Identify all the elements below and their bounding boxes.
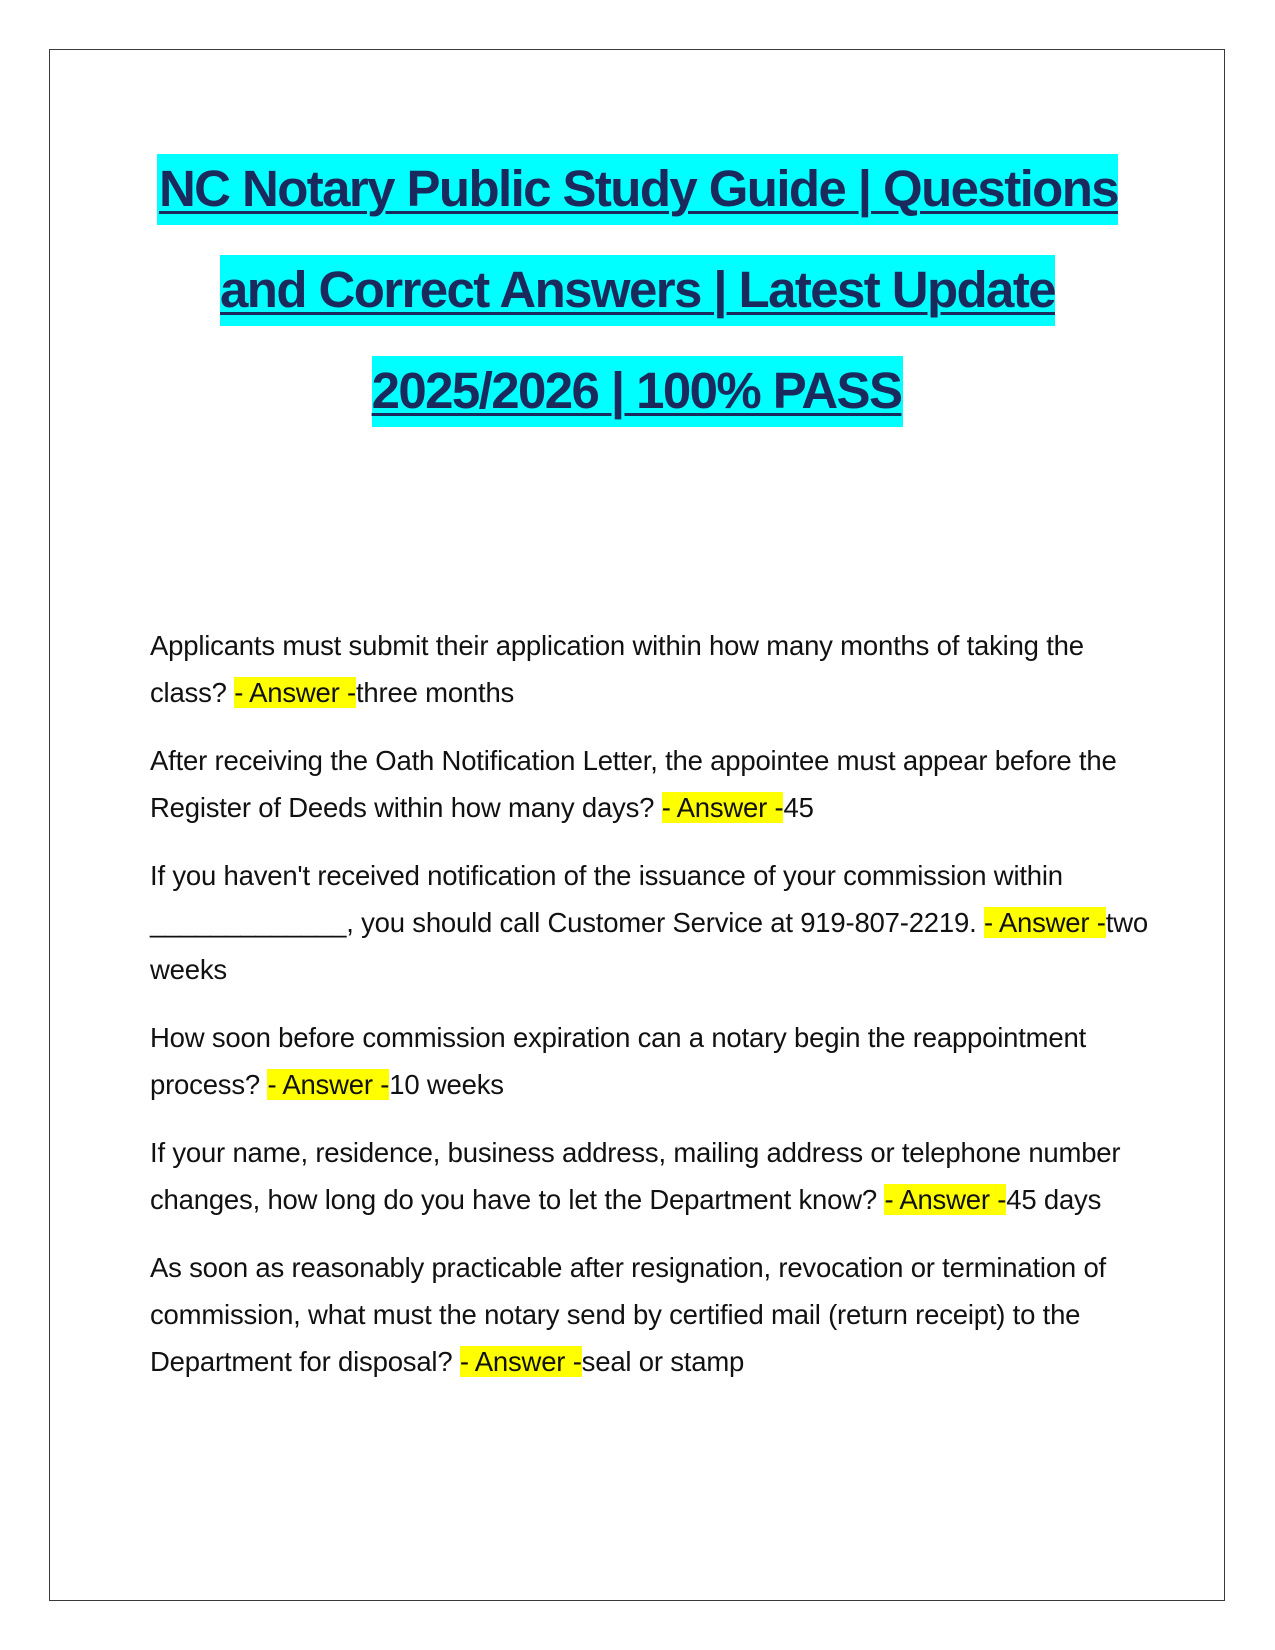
question-text: As soon as reasonably practicable after resignation, revocation or termination of commission, what must the notary send by certified mail (return receipt) to the Department for disposal? [150, 1252, 1106, 1377]
question-text: After receiving the Oath Notification Letter, the appointee must appear before the Register of Deeds within how many days? [150, 745, 1117, 823]
qa-item [150, 1014, 1150, 1108]
qa-item [150, 622, 1150, 716]
qa-item [150, 737, 1150, 831]
question-text: If you haven't received notification of the issuance of your commission within _____________, you should call Customer Service at 919-807-2219. [150, 860, 1063, 938]
answer-text: seal or stamp [581, 1346, 745, 1377]
answer-marker: - Answer - [661, 792, 784, 823]
answer-text: two weeks [150, 907, 1148, 985]
qa-item [150, 1129, 1150, 1223]
answer-marker: - Answer - [983, 907, 1106, 938]
answer-text: three months [355, 677, 515, 708]
qa-item [150, 1244, 1150, 1385]
document-title [150, 138, 1125, 441]
answer-marker: - Answer - [884, 1184, 1007, 1215]
qa-list [150, 622, 1150, 1406]
answer-marker: - Answer - [234, 677, 356, 708]
answer-marker: - Answer - [267, 1069, 390, 1100]
question-text: Applicants must submit their application within how many months of taking the class? [150, 630, 1084, 708]
question-text: If your name, residence, business address, mailing address or telephone number changes, how long do you have to let the Department know? [150, 1137, 1121, 1215]
question-text: How soon before commission expiration can a notary begin the reappointment process? [150, 1022, 1087, 1100]
title-highlight: NC Notary Public Study Guide | Questions and Correct Answers | Latest Update 2025/2026 | 100% PASS [157, 154, 1118, 427]
answer-text: 10 weeks [389, 1069, 504, 1100]
answer-marker: - Answer - [459, 1346, 582, 1377]
qa-item [150, 852, 1150, 993]
answer-text: 45 [783, 792, 814, 823]
answer-text: 45 days [1006, 1184, 1102, 1215]
